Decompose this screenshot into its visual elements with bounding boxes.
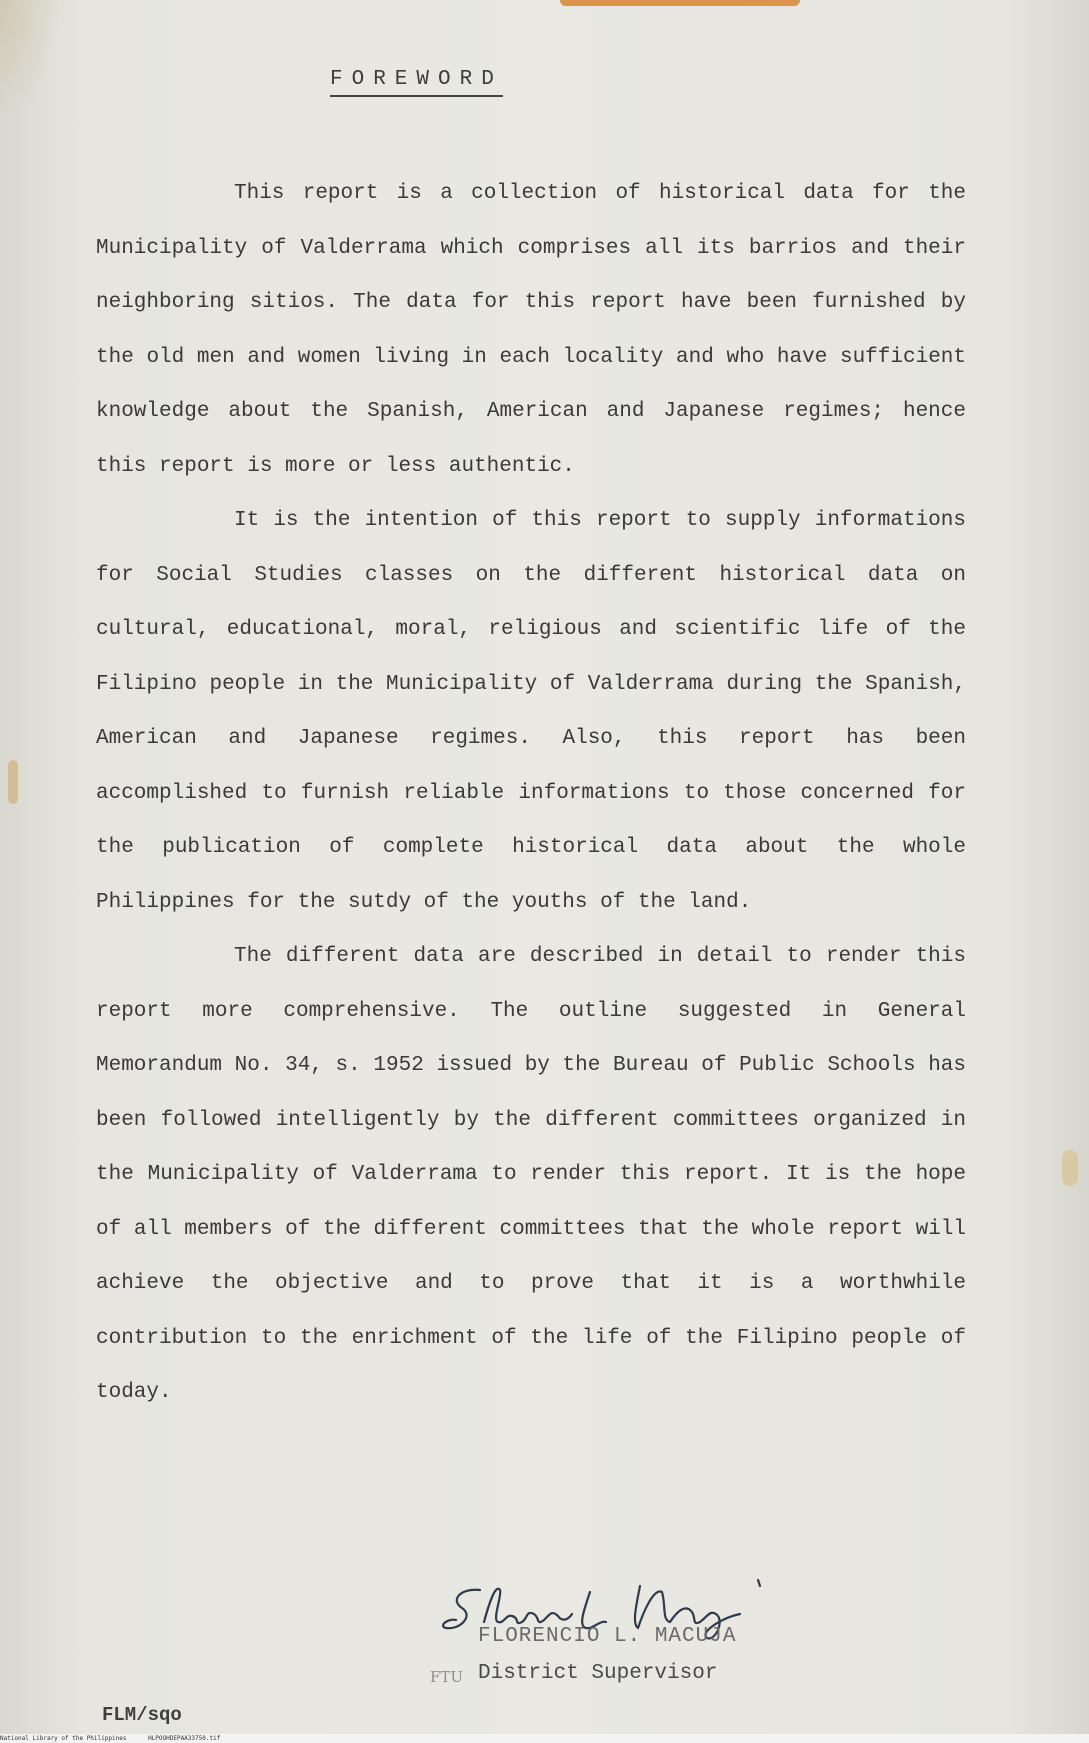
top-edge-stain: [560, 0, 800, 6]
footer-caption: [0, 1735, 238, 1742]
initials-mark: FTU: [430, 1668, 464, 1686]
paragraph-2: It is the intention of this report to supply informations for Social Studies classes on the different historical data on cultural, educational, moral, religious and scientific life of the Filipino people in the Municipality of Valderrama during the Spanish, American and Japanese regimes. Also, this report has been accomplished to furnish reliable informations to those concerned for the publication of complete historical data about the whole Philippines for the sutdy of the youths of the land.: [96, 509, 966, 914]
corner-stain: [0, 0, 60, 120]
document-heading: FOREWORD: [330, 68, 503, 97]
paragraph-1: This report is a collection of historical data for the Municipality of Valderrama which comprises all its barrios and their neighboring sitios. The data for this report have been furnished by the old men and women living in each locality and who have sufficient knowledge about the Spanish, American and Japanese regimes; hence this report is more or less authentic.: [96, 182, 966, 478]
document-body: [96, 167, 966, 1421]
footer-file: HLPOOHDEPAA33750.tif: [148, 1735, 221, 1742]
footer-source: National Library of the Philippines: [0, 1735, 127, 1742]
signer-name: FLORENCIO L. MACUJA: [478, 1625, 737, 1648]
paragraph-3: The different data are described in detail to render this report more comprehensive. The outline suggested in General Memorandum No. 34, s. 1952 issued by the Bureau of Public Schools has been followed intelligently by the different committees organized in the Municipality of Valderrama to render this report. It is the hope of all members of the different committees that the whole report will achieve the objective and to prove that it is a worthwhile contribution to the enrichment of the life of the Filipino people of today.: [96, 945, 966, 1404]
signer-title: District Supervisor: [478, 1662, 718, 1685]
reference-initials: FLM/sqo: [102, 1704, 182, 1726]
right-edge-mark: [1062, 1150, 1078, 1186]
left-edge-mark: [8, 760, 18, 804]
